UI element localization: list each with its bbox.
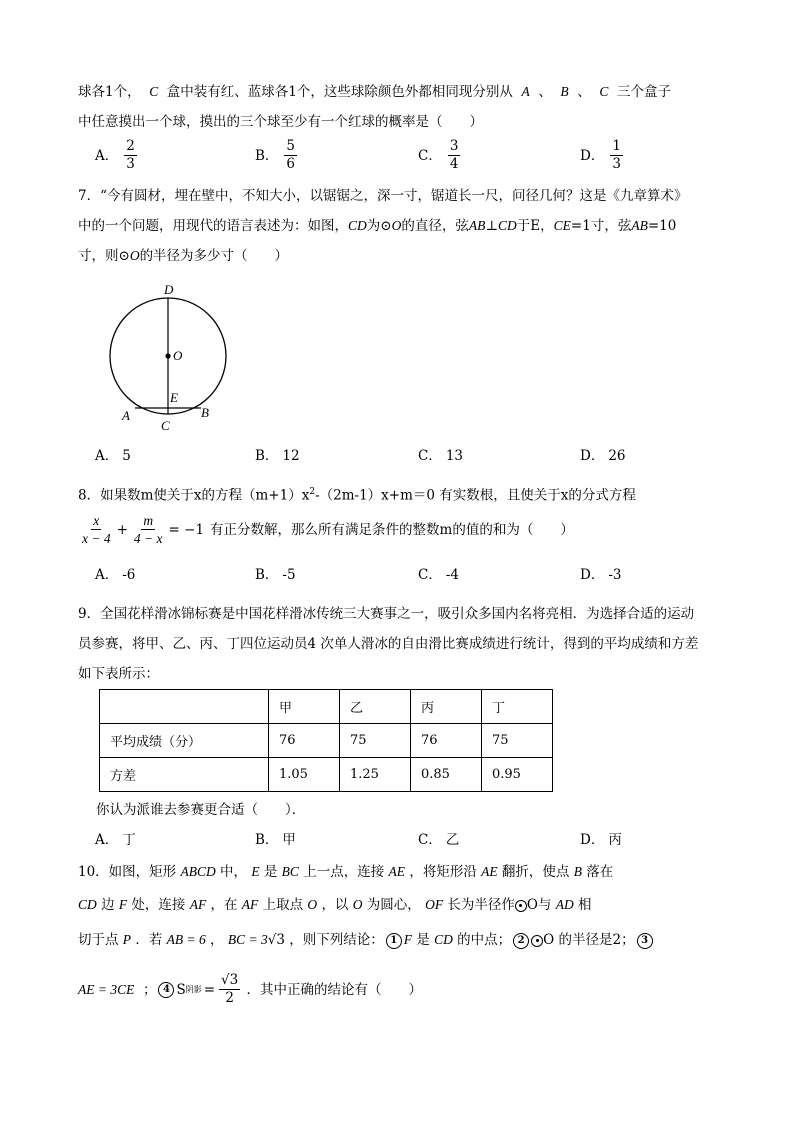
q9-line-3: 如下表所示：: [78, 666, 159, 682]
q6-line-2: 中任意摸出一个球，摸出的三个球至少有一个红球的概率是（ ）: [78, 114, 483, 130]
circle-dot-icon: [531, 935, 543, 947]
q6-option-a[interactable]: A． $\frac{2}{3}$: [95, 138, 135, 172]
fraction-m-over-4-minus-x: $\frac{m}{4 - x}$: [133, 513, 163, 546]
q7-option-b[interactable]: B． 12: [255, 448, 300, 464]
fraction: $\frac{1}{3}$: [612, 138, 621, 172]
q7-option-c[interactable]: C． 13: [418, 448, 464, 464]
q9-option-c[interactable]: C． 乙: [418, 832, 460, 848]
score-table: [99, 689, 553, 792]
q8-equation: $\frac{x}{x - 4}$ + $\frac{m}{4 - x}$ = −1 有正分数解，那么所有满足条件的整数m的值的和为（ ）: [82, 513, 574, 546]
circle-dot-icon: [515, 900, 527, 912]
q10-line-3: 切于点 P ．若 AB = 6 ， BC = 3√3 ，则下列结论： 1 F 是 CD 的中点； 2 O 的半径是2； 3: [78, 930, 655, 950]
q10-line-2: CD 边 F 处，连接 AF ，在 AF 上取点 O ，以 O 为圆心， OF 长为半径作 O与 AD 相: [78, 897, 592, 913]
q8-option-a[interactable]: A． -6: [95, 567, 136, 583]
table-row: 平均成绩（分） 76 75 76 75: [100, 724, 553, 758]
fraction-x-over-x-minus-4: $\frac{x}{x - 4}$: [82, 513, 111, 546]
q9-line-1: 9．全国花样滑冰锦标赛是中国花样滑冰传统三大赛事之一，吸引众多国内名将亮相．为选择合适的运动: [78, 606, 695, 622]
label-e: E: [170, 390, 178, 405]
q8-option-d[interactable]: D． -3: [580, 567, 622, 583]
q7-option-d[interactable]: D． 26: [580, 448, 626, 464]
q9-option-b[interactable]: B． 甲: [255, 832, 296, 848]
q7-line-3: 寸，则⊙O的半径为多少寸（ ）: [78, 248, 289, 264]
table-header-row: 甲 乙 丙 丁: [100, 690, 553, 724]
q9-option-d[interactable]: D． 丙: [580, 832, 622, 848]
q6-option-d[interactable]: D． $\frac{1}{3}$: [580, 138, 621, 172]
q10-line-1: 10．如图，矩形 ABCD 中， E 是 BC 上一点，连接 AE ，将矩形沿 AE 翻折，使点 B 落在: [78, 864, 614, 880]
label-c: C: [161, 418, 170, 433]
circled-number-4-icon: 4: [158, 982, 174, 998]
q7-line-2: 中的一个问题，用现代的语言表述为：如图，CD为⊙O的直径，弦AB⊥CD于E，CE=1寸，弦AB=10: [78, 218, 677, 234]
q9-question: 你认为派谁去参赛更合适（ ）．: [96, 802, 306, 818]
circled-number-1-icon: 1: [386, 933, 402, 949]
label-a: A: [122, 408, 130, 423]
q8-option-c[interactable]: C． -4: [418, 567, 459, 583]
q10-line-4: AE = 3CE ； 4 S 阴影 = $\frac{√3}{2}$ ．其中正确的结论有（ ）: [78, 972, 423, 1006]
circled-number-3-icon: 3: [637, 933, 653, 949]
q6-line-1: 球各1个， C 盒中装有红、蓝球各1个，这些球除颜色外都相同现分别从 A 、 B 、 C 三个盒子: [78, 84, 671, 100]
fraction-sqrt3-over-2: $\frac{√3}{2}$: [221, 972, 239, 1006]
circled-number-2-icon: 2: [513, 933, 529, 949]
center-point: [165, 353, 170, 358]
q9-line-2: 员参赛，将甲、乙、丙、丁四位运动员4 次单人滑冰的自由滑比赛成绩进行统计，得到的平均成绩和方差: [78, 636, 699, 652]
q9-option-a[interactable]: A． 丁: [95, 832, 136, 848]
label-d: D: [164, 282, 174, 297]
q8-line-1: 8．如果数m使关于x的方程$(m+1)x^2-(2m-1)x+m=0$ 有实数根，且使关于x的分式方程: [78, 487, 636, 504]
q6-option-b[interactable]: B． $\frac{5}{6}$: [255, 138, 296, 172]
fraction: $\frac{2}{3}$: [126, 138, 135, 172]
q7-line-1: 7．“今有圆材，埋在壁中，不知大小，以锯锯之，深一寸，锯道长一尺，问径几何？这是《九章算术》: [78, 188, 688, 204]
circle-figure: [100, 274, 230, 434]
table-row: 方差 1.05 1.25 0.85 0.95: [100, 758, 553, 792]
fraction: $\frac{3}{4}$: [449, 138, 459, 172]
q6-option-c[interactable]: C． $\frac{3}{4}$: [418, 138, 459, 172]
fraction: $\frac{5}{6}$: [286, 138, 296, 172]
q7-option-a[interactable]: A． 5: [95, 448, 131, 464]
q8-option-b[interactable]: B． -5: [255, 567, 296, 583]
label-o: O: [173, 348, 183, 363]
label-b: B: [201, 405, 209, 420]
